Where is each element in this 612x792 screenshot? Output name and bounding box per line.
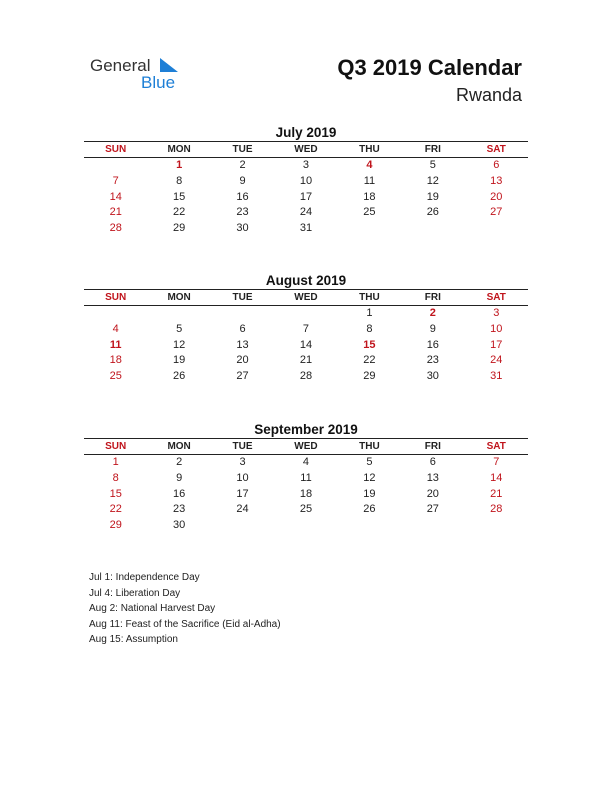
day-cell: 10 <box>236 471 249 484</box>
weekday-header: FRI <box>401 142 464 158</box>
day-cell: 24 <box>490 354 503 367</box>
week-row <box>84 502 528 518</box>
day-cell: 13 <box>236 338 249 351</box>
day-cell <box>274 306 337 322</box>
weekday-header: TUE <box>211 290 274 306</box>
day-cell: 23 <box>236 206 249 219</box>
day-cell: 18 <box>363 190 376 203</box>
week-row <box>84 190 528 206</box>
week-row <box>84 353 528 369</box>
day-cell: 15 <box>173 190 186 203</box>
month-title: July 2019 <box>275 125 337 140</box>
day-cell: 22 <box>109 503 122 516</box>
day-cell: 15 <box>109 487 122 500</box>
day-cell: 7 <box>302 322 310 335</box>
day-cell: 18 <box>299 487 313 500</box>
day-cell: 23 <box>173 503 186 516</box>
day-cell: 6 <box>429 456 436 468</box>
day-cell <box>338 221 401 237</box>
day-cell: 7 <box>493 456 500 468</box>
day-cell: 27 <box>236 370 249 383</box>
day-cell <box>274 518 337 534</box>
day-cell: 21 <box>299 354 313 367</box>
day-cell: 16 <box>236 190 249 203</box>
page-title: Q3 2019 Calendar <box>337 55 522 80</box>
day-cell: 2 <box>239 159 246 171</box>
day-cell: 17 <box>236 487 249 500</box>
day-cell <box>401 221 464 237</box>
day-cell <box>465 221 528 237</box>
month-august <box>84 273 528 385</box>
month-september <box>84 422 528 534</box>
weekday-header: WED <box>274 439 337 455</box>
day-cell: 2 <box>176 456 183 468</box>
weekday-header: THU <box>338 142 401 158</box>
day-cell: 17 <box>299 190 313 203</box>
day-cell: 3 <box>239 456 246 468</box>
day-cell: 8 <box>176 174 183 187</box>
day-cell: 9 <box>239 174 246 187</box>
logo-general: General <box>90 56 151 75</box>
day-cell: 28 <box>490 503 503 516</box>
holiday-item: Aug 2: National Harvest Day <box>89 603 216 614</box>
holiday-item: Aug 15: Assumption <box>89 634 178 645</box>
month-title: August 2019 <box>265 273 347 288</box>
week-row <box>84 221 528 237</box>
day-cell: 11 <box>109 338 122 351</box>
day-cell: 21 <box>490 487 503 500</box>
day-cell: 29 <box>109 519 122 532</box>
day-cell: 23 <box>426 354 439 367</box>
day-cell <box>147 306 210 322</box>
day-cell: 19 <box>173 354 186 367</box>
holiday-item: Jul 1: Independence Day <box>89 572 200 583</box>
week-row <box>84 455 528 471</box>
month-grid <box>84 289 528 385</box>
day-cell: 2 <box>429 307 436 319</box>
day-cell: 26 <box>173 370 186 383</box>
day-cell <box>211 518 274 534</box>
day-cell: 31 <box>299 222 313 235</box>
month-grid <box>84 438 528 534</box>
month-grid <box>84 141 528 237</box>
week-row <box>84 174 528 190</box>
day-cell: 4 <box>302 456 310 468</box>
week-row <box>84 205 528 221</box>
week-row <box>84 322 528 338</box>
weekday-header: FRI <box>401 439 464 455</box>
day-cell: 25 <box>363 206 376 219</box>
day-cell <box>211 306 274 322</box>
day-cell: 5 <box>366 456 373 468</box>
month-july <box>84 125 528 237</box>
logo <box>90 56 200 96</box>
day-cell: 19 <box>426 190 439 203</box>
day-cell: 1 <box>176 159 183 171</box>
week-row <box>84 369 528 385</box>
week-row <box>84 471 528 487</box>
day-cell: 20 <box>490 190 503 203</box>
day-cell: 10 <box>299 174 313 187</box>
weekday-header: SUN <box>84 439 147 455</box>
country-name: Rwanda <box>455 85 522 105</box>
day-cell: 30 <box>426 370 439 383</box>
weekday-header: TUE <box>211 439 274 455</box>
day-cell: 31 <box>490 370 503 383</box>
day-cell <box>84 306 147 322</box>
day-cell: 30 <box>173 519 186 532</box>
day-cell: 13 <box>426 471 439 484</box>
weekday-header: SAT <box>465 290 528 306</box>
day-cell: 22 <box>173 206 186 219</box>
day-cell: 14 <box>490 471 503 484</box>
weekday-header: WED <box>274 290 337 306</box>
weekday-header: MON <box>147 142 210 158</box>
day-cell: 20 <box>426 487 439 500</box>
day-cell: 3 <box>493 307 500 319</box>
day-cell: 11 <box>363 174 376 187</box>
weekday-header: SAT <box>465 142 528 158</box>
day-cell: 15 <box>363 338 376 351</box>
day-cell: 29 <box>363 370 376 383</box>
weekday-header: TUE <box>211 142 274 158</box>
weekday-header: THU <box>338 439 401 455</box>
weekday-header: SUN <box>84 142 147 158</box>
day-cell: 1 <box>366 307 373 319</box>
day-cell <box>465 518 528 534</box>
day-cell: 29 <box>173 222 186 235</box>
day-cell: 6 <box>239 322 246 335</box>
day-cell: 27 <box>426 503 439 516</box>
weekday-header: FRI <box>401 290 464 306</box>
day-cell: 26 <box>426 206 439 219</box>
day-cell: 27 <box>490 206 503 219</box>
week-row <box>84 338 528 354</box>
day-cell: 12 <box>426 174 439 187</box>
day-cell: 28 <box>299 370 313 383</box>
day-cell: 17 <box>490 338 503 351</box>
day-cell <box>338 518 401 534</box>
day-cell: 30 <box>236 222 249 235</box>
holiday-list <box>89 570 281 648</box>
day-cell: 4 <box>112 322 119 335</box>
day-cell: 8 <box>112 471 119 484</box>
month-title: September 2019 <box>254 422 358 437</box>
week-row <box>84 306 528 322</box>
day-cell: 25 <box>109 370 122 383</box>
logo-flag-icon <box>160 58 178 72</box>
day-cell: 10 <box>490 322 503 335</box>
day-cell: 22 <box>363 354 376 367</box>
day-cell: 4 <box>366 159 373 171</box>
day-cell: 7 <box>112 174 119 187</box>
day-cell <box>84 158 147 174</box>
weekday-header: SAT <box>465 439 528 455</box>
weekday-header: SUN <box>84 290 147 306</box>
day-cell: 5 <box>176 322 183 335</box>
day-cell: 14 <box>299 338 313 351</box>
day-cell: 24 <box>236 503 249 516</box>
day-cell: 28 <box>109 222 122 235</box>
day-cell: 1 <box>112 456 119 468</box>
logo-blue: Blue <box>141 73 176 92</box>
day-cell: 21 <box>109 206 122 219</box>
day-cell: 3 <box>302 159 310 171</box>
day-cell: 9 <box>429 322 436 335</box>
day-cell: 9 <box>176 471 183 484</box>
day-cell: 19 <box>363 487 376 500</box>
day-cell: 26 <box>363 503 376 516</box>
day-cell: 25 <box>299 503 313 516</box>
week-row <box>84 518 528 534</box>
day-cell: 11 <box>300 471 312 484</box>
day-cell: 6 <box>493 159 500 171</box>
holiday-item: Aug 11: Feast of the Sacrifice (Eid al-Adha) <box>89 618 281 630</box>
day-cell: 24 <box>299 206 313 219</box>
holiday-item: Jul 4: Liberation Day <box>89 587 181 599</box>
weekday-header: MON <box>147 439 210 455</box>
day-cell: 13 <box>490 174 503 187</box>
day-cell: 16 <box>426 338 439 351</box>
day-cell: 5 <box>429 159 436 171</box>
week-row <box>84 158 528 174</box>
day-cell: 8 <box>366 322 373 335</box>
day-cell: 20 <box>236 354 249 367</box>
day-cell: 16 <box>173 487 186 500</box>
weekday-header: MON <box>147 290 210 306</box>
week-row <box>84 487 528 503</box>
weekday-header: WED <box>274 142 337 158</box>
weekday-header: THU <box>338 290 401 306</box>
day-cell: 18 <box>109 354 122 367</box>
day-cell: 14 <box>109 190 122 203</box>
day-cell <box>401 518 464 534</box>
day-cell: 12 <box>363 471 376 484</box>
day-cell: 12 <box>173 338 186 351</box>
